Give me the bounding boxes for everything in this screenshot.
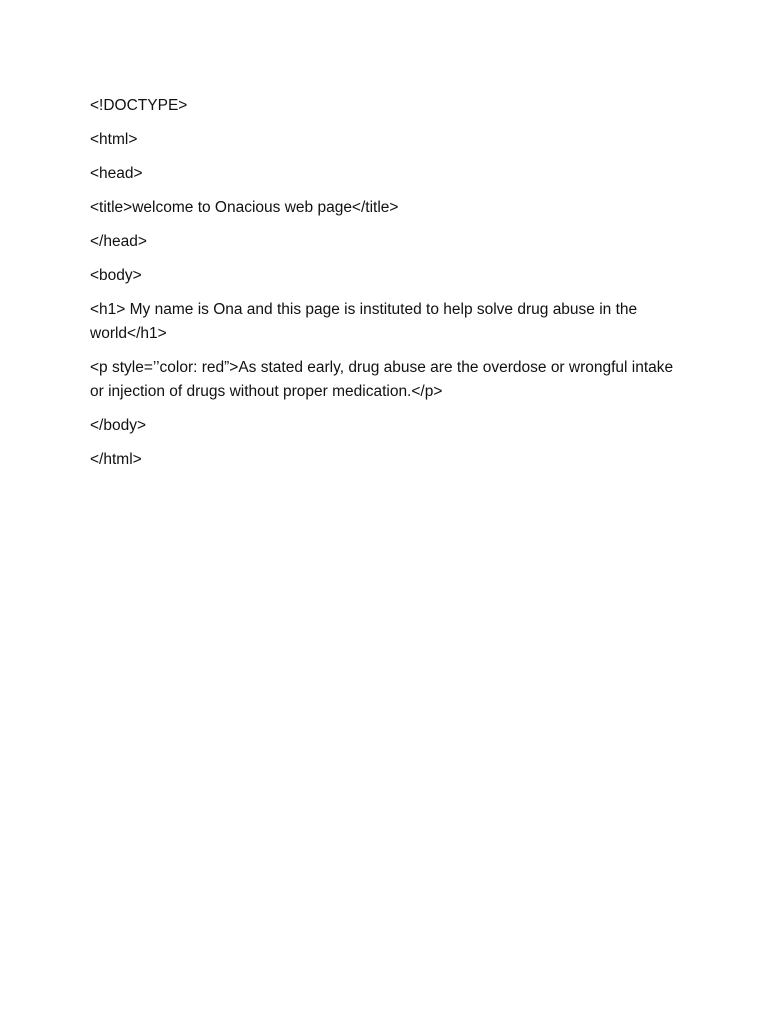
body-open-line: <body>: [90, 267, 142, 284]
title-line: <title>welcome to Onacious web page</title>: [90, 199, 399, 216]
html-close-line: </html>: [90, 451, 142, 468]
head-close-line: </head>: [90, 233, 147, 250]
html-open-line: <html>: [90, 131, 138, 148]
document-text: [90, 94, 678, 482]
h1-line: <h1> My name is Ona and this page is instituted to help solve drug abuse in the world</h1>: [90, 301, 642, 342]
head-open-line: <head>: [90, 165, 143, 182]
body-close-line: </body>: [90, 417, 147, 434]
paragraph-line: <p style=’’color: red”>As stated early, drug abuse are the overdose or wrongful intake or injection of drugs without proper medication.</p>: [90, 359, 678, 400]
doctype-line: <!DOCTYPE>: [90, 97, 188, 114]
